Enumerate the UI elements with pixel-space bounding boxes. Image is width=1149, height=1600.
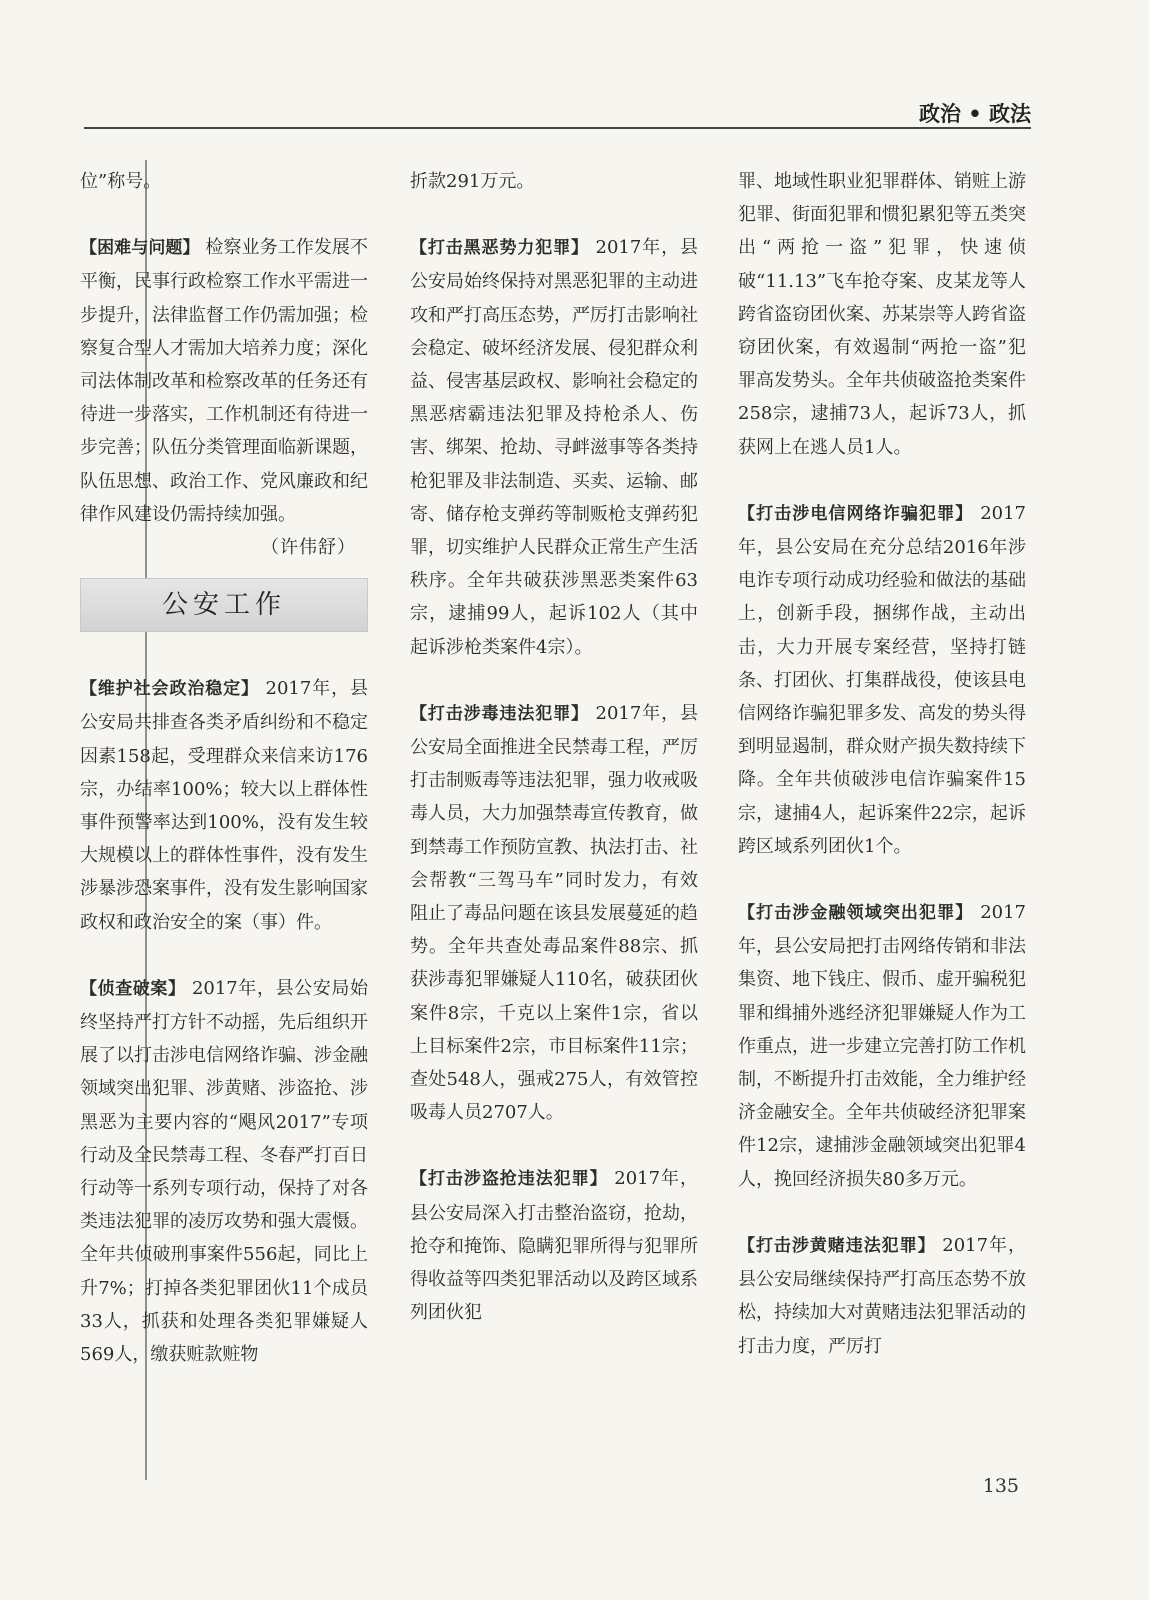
column-1	[80, 165, 368, 1371]
paragraph-stability	[80, 672, 368, 939]
paragraph-continuation	[80, 165, 368, 198]
paragraph-heading: 【打击涉黄赌违法犯罪】	[738, 1235, 936, 1256]
section-title-box	[80, 578, 368, 632]
section-title: 公安工作	[161, 589, 286, 620]
paragraph-heading: 【打击涉电信网络诈骗犯罪】	[738, 503, 974, 524]
paragraph-text: 2017年，县公安局全面推进全民禁毒工程，严厉打击制贩毒等违法犯罪，强力收戒吸毒人员，大力加强禁毒宣传教育，做到禁毒工作预防宣教、执法打击、社会帮教“三驾马车”同时发力，有效阻止了毒品问题在该县发展蔓延的趋势。全年共查处毒品案件88宗、抓获涉毒犯罪嫌疑人110名，破获团伙案件8宗，千克以上案件1宗，省以上目标案件2宗，市目标案件11宗；查处548人，强戒275人，有效管控吸毒人员2707人。	[410, 702, 699, 1124]
paragraph-investigation	[80, 972, 368, 1371]
paragraph-text: 2017年，县公安局深入打击整治盗窃，抢劫，抢夺和掩饰、隐瞒犯罪所得与犯罪所得收益等四类犯罪活动以及跨区域系列团伙犯	[410, 1168, 698, 1324]
paragraph-difficulties	[80, 231, 368, 531]
page-number: 135	[982, 1475, 1019, 1497]
paragraph-heading: 【打击黑恶势力犯罪】	[410, 238, 589, 259]
running-header: 政治 • 政法	[918, 102, 1031, 126]
paragraph-continuation	[410, 165, 698, 198]
author-credit: （许伟舒）	[261, 537, 356, 559]
paragraph-theft-robbery	[410, 1162, 698, 1329]
paragraph-heading: 【困难与问题】	[80, 238, 200, 259]
paragraph-text: 折款291万元。	[410, 171, 535, 192]
paragraph-text: 2017年，县公安局继续保持严打高压态势不放松，持续加大对黄赌违法犯罪活动的打击力度，严厉打	[738, 1234, 1026, 1357]
paragraph-text: 检察业务工作发展不平衡，民事行政检察工作水平需进一步提升，法律监督工作仍需加强；检察复合型人才需加大培养力度；深化司法体制改革和检察改革的任务还有待进一步落实，工作机制还有待进一步完善；队伍分类管理面临新课题，队伍思想、政治工作、党风廉政和纪律作风建设仍需持续加强。	[80, 237, 369, 525]
paragraph-text: 2017年，县公安局始终坚持严打方针不动摇，先后组织开展了以打击涉电信网络诈骗、涉金融领域突出犯罪、涉黄赌、涉盗抢、涉黑恶为主要内容的“飓风2017”专项行动及全民禁毒工程、冬春严打百日行动等一系列专项行动，保持了对各类违法犯罪的凌厉攻势和强大震慑。全年共侦破刑事案件556起，同比上升7%；打掉各类犯罪团伙11个成员33人，抓获和处理各类犯罪嫌疑人569人，缴获赃款赃物	[80, 977, 368, 1366]
column-2	[410, 165, 698, 1330]
column-3	[738, 165, 1026, 1363]
paragraph-telecom-fraud	[738, 497, 1026, 863]
paragraph-financial-crime	[738, 896, 1026, 1196]
paragraph-vice-gambling	[738, 1229, 1026, 1363]
paragraph-text: 位”称号。	[80, 171, 162, 192]
paragraph-continuation	[738, 165, 1026, 464]
header-rule	[84, 127, 1031, 129]
paragraph-heading: 【维护社会政治稳定】	[80, 679, 259, 700]
paragraph-heading: 【打击涉盗抢违法犯罪】	[410, 1169, 608, 1190]
paragraph-gang-crime	[410, 231, 698, 664]
paragraph-text: 罪、地域性职业犯罪群体、销赃上游犯罪、街面犯罪和惯犯累犯等五类突出“两抢一盗”犯罪，快速侦破“11.13”飞车抢夺案、皮某龙等人跨省盗窃团伙案、苏某崇等人跨省盗窃团伙案，有效遏制“两抢一盗”犯罪高发势头。全年共侦破盗抢类案件258宗，逮捕73人，起诉73人，抓获网上在逃人员1人。	[738, 171, 1026, 458]
paragraph-drug-crime	[410, 697, 698, 1130]
paragraph-text: 2017年，县公安局把打击网络传销和非法集资、地下钱庄、假币、虚开骗税犯罪和缉捕外逃经济犯罪嫌疑人作为工作重点，进一步建立完善打防工作机制，不断提升打击效能，全力维护经济金融安全。全年共侦破经济犯罪案件12宗，逮捕涉金融领域突出犯罪4人，挽回经济损失80多万元。	[738, 902, 1026, 1190]
paragraph-heading: 【打击涉毒违法犯罪】	[410, 703, 589, 724]
paragraph-text: 2017年，县公安局在充分总结2016年涉电诈专项行动成功经验和做法的基础上，创新手段，捆绑作战，主动出击，大力开展专案经营，坚持打链条、打团伙、打集群战役，使该县电信网络诈骗犯罪多发、高发的势头得到明显遏制，群众财产损失数持续下降。全年共侦破涉电信诈骗案件15宗，逮捕4人，起诉案件22宗，起诉跨区域系列团伙1个。	[738, 502, 1026, 857]
paragraph-text: 2017年，县公安局共排查各类矛盾纠纷和不稳定因素158起，受理群众来信来访176宗，办结率100%；较大以上群体性事件预警率达到100%，没有发生较大规模以上的群体性事件，没有发生涉暴涉恐案事件，没有发生影响国家政权和政治安全的案（事）件。	[80, 678, 369, 933]
paragraph-heading: 【打击涉金融领域突出犯罪】	[738, 903, 974, 924]
paragraph-heading: 【侦查破案】	[80, 978, 186, 999]
paragraph-text: 2017年，县公安局始终保持对黑恶犯罪的主动进攻和严打高压态势，严厉打击影响社会稳定、破坏经济发展、侵犯群众利益、侵害基层政权、影响社会稳定的黑恶痞霸违法犯罪及持枪杀人、伤害、绑架、抢劫、寻衅滋事等各类持枪犯罪及非法制造、买卖、运输、邮寄、储存枪支弹药等制贩枪支弹药犯罪，切实维护人民群众正常生产生活秩序。全年共破获涉黑恶类案件63宗，逮捕99人，起诉102人（其中起诉涉枪类案件4宗）。	[410, 237, 699, 658]
